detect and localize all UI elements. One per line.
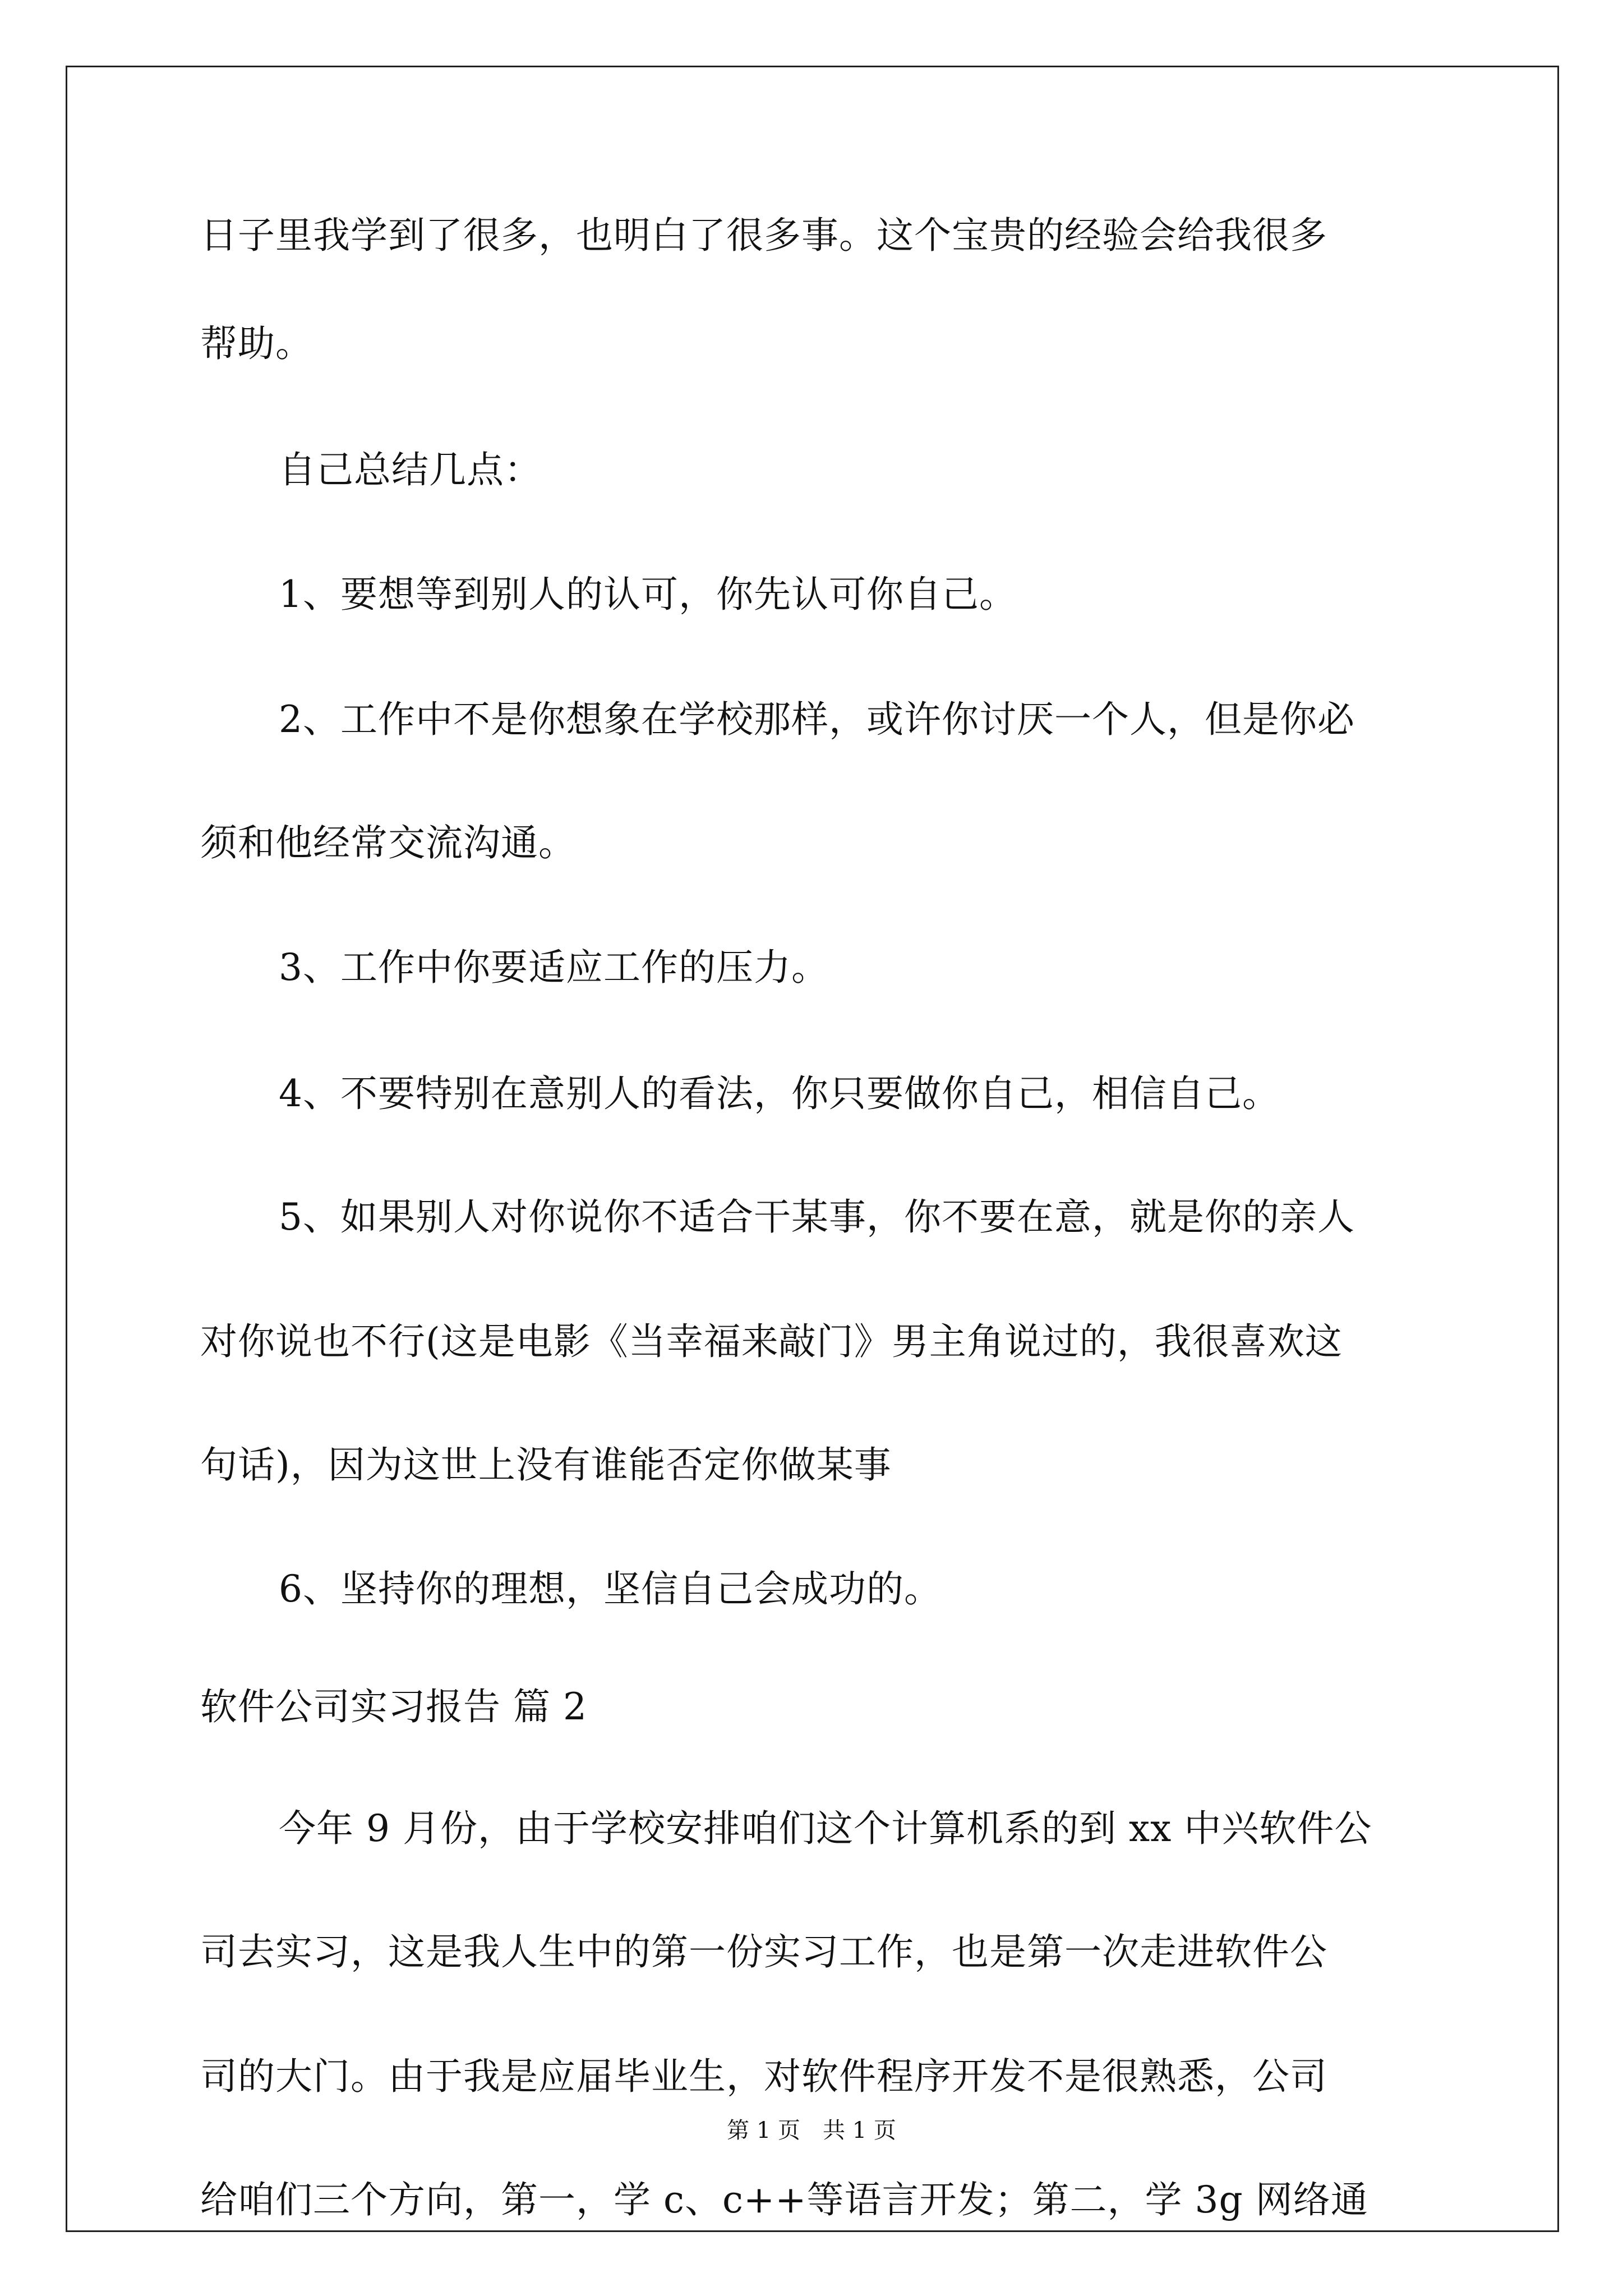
page-footer: 第 1 页 共 1 页: [727, 2118, 896, 2143]
list-item: 3、工作中你要适应工作的压力。: [279, 946, 829, 989]
text-line: 司的大门。由于我是应届毕业生，对软件程序开发不是很熟悉，公司: [200, 2055, 1327, 2098]
text-line: 日子里我学到了很多，也明白了很多事。这个宝贵的经验会给我很多: [200, 214, 1327, 257]
list-item: 6、坚持你的理想，坚信自己会成功的。: [279, 1567, 942, 1611]
text-line: 句话)，因为这世上没有谁能否定你做某事: [200, 1443, 892, 1487]
text-line: 帮助。: [200, 322, 313, 365]
section-heading: 软件公司实习报告 篇 2: [200, 1685, 587, 1728]
text-line: 司去实习，这是我人生中的第一份实习工作，也是第一次走进软件公: [200, 1930, 1327, 1973]
text-line: 今年 9 月份，由于学校安排咱们这个计算机系的到 xx 中兴软件公: [279, 1807, 1372, 1850]
list-item: 1、要想等到别人的认可，你先认可你自己。: [279, 573, 1017, 616]
page-border: [66, 66, 1559, 2232]
text-line: 给咱们三个方向，第一，学 c、c++等语言开发；第二，学 3g 网络通: [200, 2178, 1368, 2221]
list-item: 4、不要特别在意别人的看法，你只要做你自己，相信自己。: [279, 1072, 1280, 1115]
list-item: 5、如果别人对你说你不适合干某事，你不要在意，就是你的亲人: [279, 1195, 1355, 1239]
text-line: 须和他经常交流沟通。: [200, 821, 576, 864]
list-item: 2、工作中不是你想象在学校那样，或许你讨厌一个人，但是你必: [279, 698, 1355, 741]
text-line: 对你说也不行(这是电影《当幸福来敲门》男主角说过的，我很喜欢这: [200, 1320, 1343, 1363]
text-line: 自己总结几点：: [279, 448, 542, 491]
